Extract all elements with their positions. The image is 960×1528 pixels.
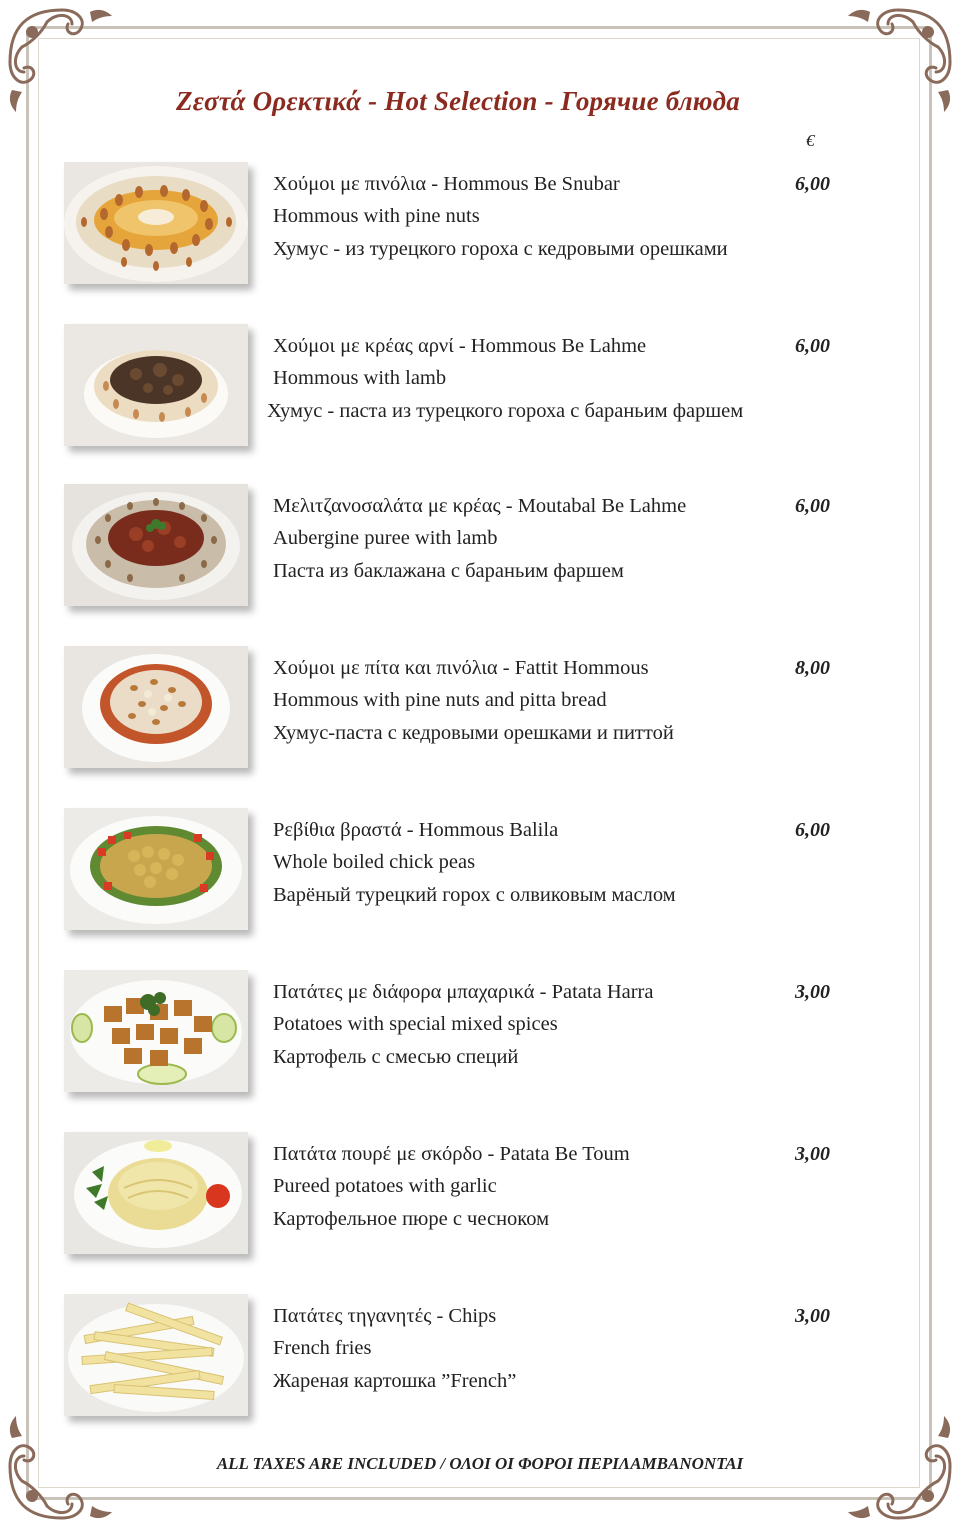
item-price: 3,00	[795, 1305, 830, 1327]
item-russian: Хумус - из турецкого гороха с кедровыми орешками	[273, 238, 728, 260]
page-title: Ζεστά Ορεκτικά - Hot Selection - Горячие блюда	[176, 86, 740, 116]
item-russian: Хумус - паста из турецкого гороха с бараньим фаршем	[267, 400, 744, 422]
item-english: Whole boiled chick peas	[273, 851, 476, 873]
item-english: Hommous with pine nuts and pitta bread	[273, 689, 607, 711]
taxes-note: ALL TAXES ARE INCLUDED / ΟΛΟΙ ΟΙ ΦΟΡΟΙ ΠΕΡΙΛΑΜΒΑΝΟΝΤΑΙ	[216, 1454, 744, 1473]
item-english: Hommous with pine nuts	[273, 205, 480, 227]
item-english: Aubergine puree with lamb	[273, 527, 498, 549]
item-russian: Жареная картошка ”French”	[273, 1370, 517, 1392]
menu-item	[0, 808, 960, 948]
item-russian: Хумус-паста с кедровыми орешками и питтой	[273, 722, 674, 744]
moutabal-lamb-photo	[64, 484, 248, 606]
spiced-potatoes-photo	[64, 970, 248, 1092]
item-english: French fries	[273, 1337, 372, 1359]
item-price: 6,00	[795, 335, 830, 357]
menu-item	[0, 324, 960, 464]
hummus-lamb-photo	[64, 324, 248, 446]
item-name: Μελιτζανοσαλάτα με κρέας - Moutabal Be Lahme	[273, 495, 687, 517]
item-name: Πατάτα πουρέ με σκόρδο - Patata Be Toum	[273, 1143, 630, 1165]
item-russian: Паста из баклажана с бараньим фаршем	[273, 560, 624, 582]
item-price: 6,00	[795, 173, 830, 195]
fattit-hommous-photo	[64, 646, 248, 768]
menu-item	[0, 162, 960, 302]
item-english: Hommous with lamb	[273, 367, 447, 389]
currency-symbol: €	[806, 131, 815, 150]
item-price: 6,00	[795, 495, 830, 517]
menu-item	[0, 970, 960, 1110]
menu-item	[0, 646, 960, 786]
item-name: Ρεβίθια βραστά - Hommous Balila	[273, 819, 559, 841]
item-name: Χούμοι με κρέας αρνί - Hommous Be Lahme	[273, 335, 647, 357]
item-russian: Картофельное пюре с чесноком	[273, 1208, 550, 1230]
item-name: Πατάτες με διάφορα μπαχαρικά - Patata Harra	[273, 981, 654, 1003]
item-price: 3,00	[795, 1143, 830, 1165]
item-name: Πατάτες τηγανητές - Chips	[273, 1305, 497, 1327]
french-fries-photo	[64, 1294, 248, 1416]
chick-peas-photo	[64, 808, 248, 930]
item-english: Pureed potatoes with garlic	[273, 1175, 497, 1197]
menu-item	[0, 1132, 960, 1272]
hummus-pine-nuts-photo	[64, 162, 248, 284]
item-russian: Картофель с смесью специй	[273, 1046, 519, 1068]
garlic-puree-photo	[64, 1132, 248, 1254]
item-price: 8,00	[795, 657, 830, 679]
item-name: Χούμοι με πίτα και πινόλια - Fattit Hommous	[273, 657, 649, 679]
menu-item	[0, 484, 960, 624]
menu-item	[0, 1294, 960, 1434]
item-price: 6,00	[795, 819, 830, 841]
item-price: 3,00	[795, 981, 830, 1003]
item-english: Potatoes with special mixed spices	[273, 1013, 558, 1035]
item-russian: Варёный турецкий горох с олвиковым маслом	[273, 884, 676, 906]
item-name: Χούμοι με πινόλια - Hommous Be Snubar	[273, 173, 620, 195]
